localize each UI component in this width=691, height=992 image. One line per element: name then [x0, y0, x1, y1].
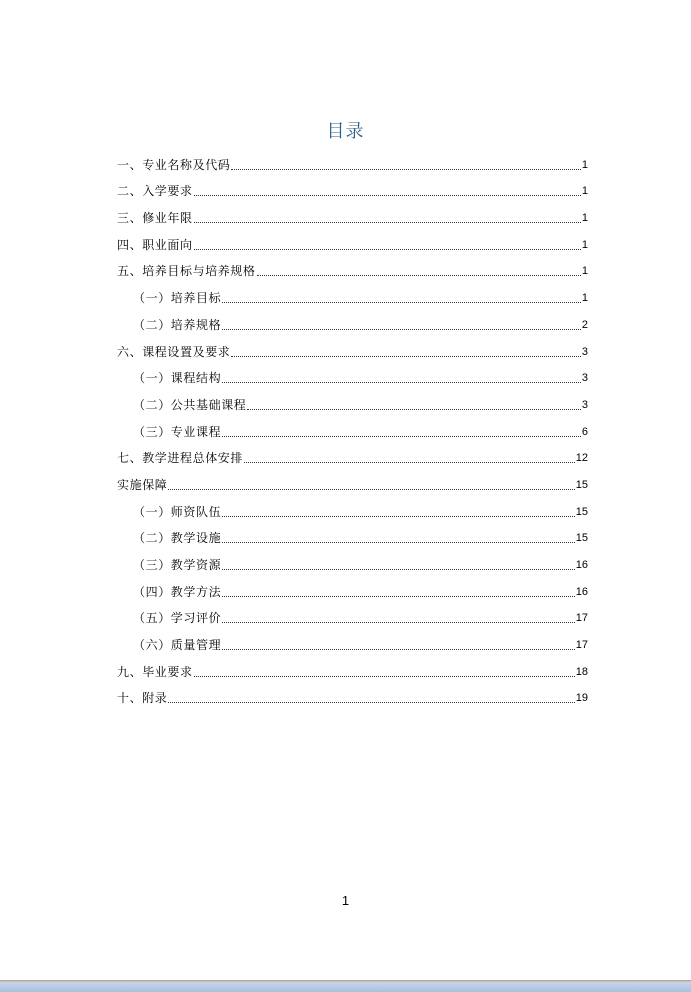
toc-entry-page: 3: [581, 372, 588, 385]
toc-entry-page: 1: [581, 158, 588, 171]
toc-entry-page: 12: [575, 452, 588, 465]
toc-dot-leader: [194, 676, 575, 677]
toc-entry-label: 二、入学要求: [117, 184, 193, 199]
toc-entry[interactable]: [117, 253, 588, 280]
toc-entry[interactable]: [117, 333, 588, 360]
toc-subentry[interactable]: [117, 493, 588, 520]
toc-entry-page: 3: [581, 398, 588, 411]
toc-entry[interactable]: [117, 199, 588, 226]
toc-subentry[interactable]: [117, 306, 588, 333]
toc-entry[interactable]: [117, 653, 588, 680]
toc-dot-leader: [222, 329, 581, 330]
toc-entry-page: 1: [581, 238, 588, 251]
toc-entry-label: （二）教学设施: [133, 531, 222, 546]
toc-entry[interactable]: [117, 440, 588, 467]
toc-entry-label: 四、职业面向: [117, 237, 193, 252]
toc-entry[interactable]: [117, 146, 588, 173]
toc-subentry[interactable]: [117, 626, 588, 653]
toc-entry-label: 三、修业年限: [117, 211, 193, 226]
toc-entry-page: 17: [575, 612, 588, 625]
toc-dot-leader: [168, 702, 574, 703]
toc-entry-label: （六）质量管理: [133, 638, 222, 653]
page-number: 1: [341, 893, 350, 908]
toc-entry-page: 15: [575, 505, 588, 518]
toc-entry-page: 15: [575, 532, 588, 545]
toc-subentry[interactable]: [117, 520, 588, 547]
toc-dot-leader: [244, 462, 575, 463]
toc-entry-page: 1: [581, 265, 588, 278]
toc-entry-page: 16: [575, 559, 588, 571]
window-bottom-edge: [0, 980, 691, 992]
toc-entry-label: 六、课程设置及要求: [117, 344, 231, 359]
toc-dot-leader: [222, 436, 581, 437]
toc-dot-leader: [257, 275, 581, 276]
toc-entry-label: （一）培养目标: [133, 291, 222, 306]
toc-dot-leader: [168, 489, 574, 490]
toc-entry-page: 1: [581, 292, 588, 305]
toc-title: 目录: [326, 121, 365, 142]
toc-dot-leader: [231, 169, 580, 170]
toc-entry-page: 2: [581, 318, 588, 331]
toc-dot-leader: [222, 382, 581, 383]
toc-entry-label: （二）公共基础课程: [133, 397, 247, 412]
toc-dot-leader: [231, 356, 580, 357]
toc-subentry[interactable]: [117, 386, 588, 413]
toc-dot-leader: [222, 302, 581, 303]
toc-entry-label: （三）专业课程: [133, 424, 222, 439]
toc-entry-page: 1: [581, 185, 588, 198]
toc-entry-label: （四）教学方法: [133, 584, 222, 599]
toc-entry-label: 十、附录: [117, 691, 168, 706]
toc-entry-page: 16: [575, 585, 588, 598]
toc-entry-label: （一）课程结构: [133, 371, 222, 386]
toc-entry[interactable]: [117, 226, 588, 253]
toc-entry-page: 17: [575, 639, 588, 652]
toc-dot-leader: [222, 596, 575, 597]
toc-entry-label: 实施保障: [117, 477, 168, 492]
toc-entry-label: 五、培养目标与培养规格: [117, 264, 256, 279]
toc-entry-page: 6: [581, 425, 588, 438]
toc-entry-label: （五）学习评价: [133, 611, 222, 626]
toc-entry-label: 七、教学进程总体安排: [117, 451, 244, 466]
toc-subentry[interactable]: [117, 279, 588, 306]
toc-entry-page: 18: [575, 665, 588, 678]
toc-dot-leader: [194, 222, 581, 223]
toc-dot-leader: [222, 569, 575, 570]
toc-entry[interactable]: [117, 466, 588, 493]
toc-entry-page: 19: [575, 692, 588, 705]
toc-dot-leader: [194, 195, 581, 196]
toc-dot-leader: [247, 409, 580, 410]
toc-dot-leader: [222, 516, 575, 517]
toc-entry-label: （三）教学资源: [133, 558, 222, 572]
toc-subentry[interactable]: [117, 413, 588, 440]
toc-subentry[interactable]: [117, 600, 588, 627]
toc-subentry[interactable]: [117, 360, 588, 387]
toc-dot-leader: [194, 249, 581, 250]
toc-entry-label: （一）师资队伍: [133, 504, 222, 519]
toc-dot-leader: [222, 649, 575, 650]
toc-entry-page: 1: [581, 212, 588, 225]
toc-entry-label: 九、毕业要求: [117, 664, 193, 679]
toc-entry-label: 一、专业名称及代码: [117, 157, 231, 172]
toc-subentry[interactable]: [117, 573, 588, 600]
toc-subentry[interactable]: [117, 546, 588, 573]
toc-entry[interactable]: [117, 173, 588, 200]
toc-dot-leader: [222, 542, 575, 543]
table-of-contents: [117, 146, 588, 706]
toc-entry-page: 15: [575, 478, 588, 491]
toc-entry[interactable]: [117, 680, 588, 707]
toc-dot-leader: [222, 622, 575, 623]
toc-entry-label: （二）培养规格: [133, 317, 222, 332]
toc-entry-page: 3: [581, 345, 588, 358]
